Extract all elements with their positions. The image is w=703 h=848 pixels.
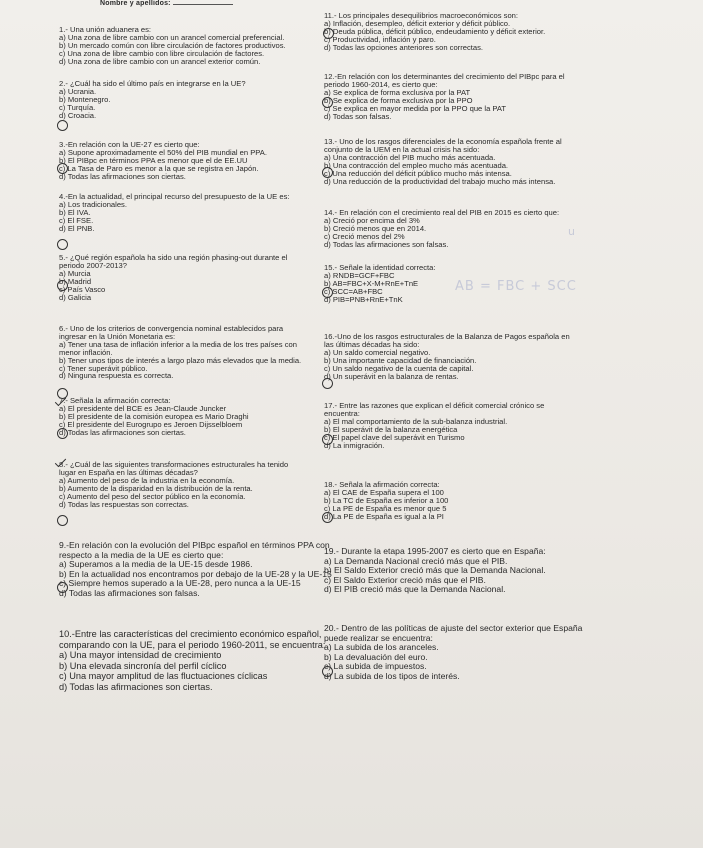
question-line: c) Se explica en mayor medida por la PPO que la PAT	[324, 103, 507, 113]
question-line: c) Tener superávit público.	[59, 363, 148, 373]
question-line: c) Aumento del peso del sector público en la economía.	[59, 491, 246, 501]
answer-circle-q8	[57, 515, 68, 526]
question-line: conjunto de la UEM en la actual crisis ha sido:	[324, 144, 480, 154]
answer-circle-q16	[322, 378, 333, 389]
left-question-4	[59, 193, 329, 233]
right-question-8	[324, 481, 624, 521]
question-text: 17.- Entre las razones que explican el déficit comercial crónico se	[324, 401, 545, 410]
question-line: a) Una zona de libre cambio con un arancel comercial preferencial.	[59, 32, 285, 42]
question-line: d) Todas las afirmaciones son ciertas.	[59, 681, 213, 692]
question-line: c) SCC=AB+FBC	[324, 286, 383, 296]
question-line: b) Montenegro.	[59, 94, 111, 104]
question-line: d) Todas las afirmaciones son falsas.	[59, 587, 200, 598]
question-line: ingresar en la Unión Monetaria es:	[59, 331, 176, 341]
right-question-4	[324, 209, 624, 249]
answer-circle-q15	[322, 287, 333, 298]
question-line: d) La inmigración.	[324, 440, 385, 450]
question-line: menor inflación.	[59, 347, 113, 357]
question-line: b) Una elevada sincronía del perfil cíclico	[59, 660, 227, 671]
question-line: b) La devaluación del euro.	[324, 651, 428, 662]
question-text: 2.- ¿Cuál ha sido el último país en integrarse en la UE?	[59, 79, 246, 88]
question-line: a) Supone aproximadamente el 50% del PIB mundial en PPA.	[59, 147, 267, 157]
handwritten-note-q14: u	[568, 225, 576, 238]
question-line: b) Deuda pública, déficit público, endeudamiento y déficit exterior.	[324, 26, 546, 36]
question-text: 12.-En relación con los determinantes del crecimiento del PIBpc para el	[324, 72, 565, 81]
question-line: c) País Vasco	[59, 284, 106, 294]
question-line: d) Una reducción de la productividad del trabajo mucho más intensa.	[324, 176, 556, 186]
question-line: a) Creció por encima del 3%	[324, 215, 420, 225]
left-question-7	[59, 397, 329, 437]
question-line: b) Una contracción del empleo mucho más acentuada.	[324, 160, 509, 170]
question-line: d) Todas son falsas.	[324, 111, 392, 121]
left-question-5	[59, 254, 329, 301]
question-line: c) Turquía.	[59, 102, 96, 112]
question-line: b) Tener unos tipos de interés a largo plazo más elevados que la media.	[59, 355, 302, 365]
answer-circle-q20	[322, 666, 333, 677]
answer-circle-q18	[322, 512, 333, 523]
question-line: a) Superamos a la media de la UE-15 desde 1986.	[59, 559, 253, 570]
question-line: c) La Tasa de Paro es menor a la que se registra en Japón.	[59, 163, 259, 173]
question-text: 18.- Señala la afirmación correcta:	[324, 480, 440, 489]
question-text: 4.-En la actualidad, el principal recurso del presupuesto de la UE es:	[59, 192, 290, 201]
question-line: b) Se explica de forma exclusiva por la PPO	[324, 95, 473, 105]
question-text: 3.-En relación con la UE-27 es cierto que:	[59, 140, 200, 149]
left-question-6	[59, 325, 329, 380]
question-line: d) Una zona de libre cambio con un arancel exterior común.	[59, 56, 261, 66]
right-question-1	[324, 12, 624, 52]
question-line: b) El Saldo Exterior creció más que la Demanda Nacional.	[324, 565, 546, 576]
question-text: 6.- Uno de los criterios de convergencia nominal establecidos para	[59, 324, 284, 333]
right-question-6	[324, 333, 624, 380]
question-text: 13.- Uno de los rasgos diferenciales de la economía española frente al	[324, 137, 562, 146]
question-line: a) Un saldo comercial negativo.	[324, 347, 431, 357]
answer-circle-q11	[323, 28, 334, 39]
question-line: a) Una contracción del PIB mucho más acentuada.	[324, 152, 496, 162]
question-line: a) Una mayor intensidad de crecimiento	[59, 650, 222, 661]
question-line: c) El FSE.	[59, 215, 94, 225]
question-line: d) El PNB.	[59, 223, 95, 233]
answer-circle-q17	[322, 434, 333, 445]
question-text: 16.-Uno de los rasgos estructurales de la Balanza de Pagos española en	[324, 332, 570, 341]
question-text: 9.-En relación con la evolución del PIBpc español en términos PPA con	[59, 540, 330, 550]
right-question-10	[324, 624, 624, 682]
right-question-2	[324, 73, 624, 120]
question-line: a) El CAE de España supera el 100	[324, 487, 444, 497]
question-line: d) La PE de España es igual a la PI	[324, 511, 444, 521]
question-line: a) Ucrania.	[59, 86, 97, 96]
left-question-8	[59, 461, 329, 508]
question-line: b) El presidente de la comisión europea es Mario Draghi	[59, 411, 249, 421]
question-line: c) Una reducción del déficit público mucho más intensa.	[324, 168, 512, 178]
answer-circle-q13	[322, 167, 333, 178]
question-line: respecto a la media de la UE es cierto que:	[59, 549, 224, 560]
question-line: b) AB=FBC+X-M+RnE+TnE	[324, 278, 419, 288]
question-line: d) Todas las respuestas son correctas.	[59, 499, 189, 509]
question-line: c) El presidente del Eurogrupo es Jeroen Dijsselbloem	[59, 419, 243, 429]
question-line: c) La PE de España es menor que 5	[324, 503, 447, 513]
name-label: Nombre y apellidos:	[100, 0, 171, 7]
question-line: b) El IVA.	[59, 207, 91, 217]
question-line: d) PIB=PNB+RnE+TnK	[324, 294, 403, 304]
answer-circle-q9	[57, 582, 68, 593]
question-line: a) Murcia	[59, 268, 91, 278]
question-line: d) Todas las afirmaciones son ciertas.	[59, 427, 186, 437]
right-question-3	[324, 138, 624, 185]
question-line: b) El PIBpc en términos PPA es menor que el de EE.UU	[59, 155, 248, 165]
question-line: a) El mal comportamiento de la sub-balanza industrial.	[324, 416, 508, 426]
question-line: d) Todas las opciones anteriores son correctas.	[324, 42, 483, 52]
question-line: periodo 1960-2014, es cierto que:	[324, 79, 438, 89]
question-line: lugar en España en las últimas décadas?	[59, 467, 198, 477]
question-line: c) El papel clave del superávit en Turismo	[324, 432, 465, 442]
question-line: b) Un mercado común con libre circulación de factores productivos.	[59, 40, 286, 50]
question-line: b) Creció menos que en 2014.	[324, 223, 427, 233]
question-text: 8.- ¿Cuál de las siguientes transformaciones estructurales ha tenido	[59, 460, 289, 469]
question-line: c) Productividad, inflación y paro.	[324, 34, 436, 44]
left-question-10	[59, 629, 329, 693]
right-question-7	[324, 402, 624, 449]
question-text: 14.- En relación con el crecimiento real del PIB en 2015 es cierto que:	[324, 208, 560, 217]
question-line: d) Croacia.	[59, 110, 97, 120]
question-line: a) Aumento del peso de la industria en la economía.	[59, 475, 235, 485]
right-question-9	[324, 547, 624, 595]
answer-circle-q5	[57, 280, 68, 291]
question-line: comparando con la UE, para el periodo 1960-2011, se encuentra:	[59, 639, 326, 650]
name-line	[173, 4, 233, 5]
question-line: d) La subida de los tipos de interés.	[324, 670, 460, 681]
question-line: d) Todas las afirmaciones son falsas.	[324, 239, 449, 249]
handwritten-note-q15: AB = FBC + SCC	[455, 279, 577, 294]
question-text: 7.- Señala la afirmación correcta:	[59, 396, 171, 405]
answer-circle-q2	[57, 120, 68, 131]
question-line: b) La TC de España es inferior a 100	[324, 495, 449, 505]
question-text: 1.- Una unión aduanera es:	[59, 25, 152, 34]
question-line: c) Siempre hemos superado a la UE-28, pero nunca a la UE-15	[59, 578, 301, 589]
question-text: 10.-Entre las características del crecimiento económico español,	[59, 629, 322, 639]
question-text: 20.- Dentro de las políticas de ajuste del sector exterior que España	[324, 623, 583, 633]
question-line: b) Una importante capacidad de financiación.	[324, 355, 477, 365]
question-text: 15.- Señale la identidad correcta:	[324, 263, 436, 272]
answer-circle-q4	[57, 239, 68, 250]
question-line: b) Madrid	[59, 276, 92, 286]
question-line: a) Los tradicionales.	[59, 199, 127, 209]
answer-circle-q12	[322, 97, 333, 108]
question-line: c) Un saldo negativo de la cuenta de capital.	[324, 363, 474, 373]
question-line: las últimas décadas ha sido:	[324, 339, 420, 349]
question-line: c) Una mayor amplitud de las fluctuaciones cíclicas	[59, 671, 268, 682]
question-line: d) Galicia	[59, 292, 92, 302]
question-line: periodo 2007-2013?	[59, 260, 127, 270]
question-line: d) El PIB creció más que la Demanda Nacional.	[324, 584, 506, 595]
question-line: b) El superávit de la balanza energética	[324, 424, 458, 434]
question-line: c) Una zona de libre cambio con libre circulación de factores.	[59, 48, 265, 58]
question-text: 11.- Los principales desequilibrios macroeconómicos son:	[324, 11, 519, 20]
question-line: b) Aumento de la disparidad en la distribución de la renta.	[59, 483, 253, 493]
left-question-1	[59, 26, 329, 66]
question-text: 19.- Durante la etapa 1995-2007 es cierto que en España:	[324, 546, 546, 556]
left-question-3	[59, 141, 329, 181]
left-question-2	[59, 80, 329, 120]
question-line: b) En la actualidad nos encontramos por debajo de la UE-28 y la UE-15	[59, 568, 332, 579]
question-line: c) Creció menos del 2%	[324, 231, 405, 241]
question-line: a) RNDB=GCF+FBC	[324, 270, 395, 280]
question-line: puede realizar se encuentra:	[324, 632, 433, 643]
question-line: a) Se explica de forma exclusiva por la PAT	[324, 87, 471, 97]
header	[100, 0, 233, 8]
question-line: a) El presidente del BCE es Jean-Claude Juncker	[59, 403, 227, 413]
question-line: c) El Saldo Exterior creció más que el PIB.	[324, 574, 486, 585]
question-line: d) Un superávit en la balanza de rentas.	[324, 371, 459, 381]
question-line: c) La subida de impuestos.	[324, 661, 427, 672]
question-text: 5.- ¿Qué región española ha sido una región phasing-out durante el	[59, 253, 288, 262]
question-line: a) Inflación, desempleo, déficit exterior y déficit público.	[324, 18, 511, 28]
question-line: d) Todas las afirmaciones son ciertas.	[59, 171, 186, 181]
answer-circle-q7	[57, 428, 68, 439]
question-line: a) Tener una tasa de inflación inferior a la media de los tres países con	[59, 339, 297, 349]
question-line: encuentra:	[324, 408, 360, 418]
left-question-9	[59, 540, 332, 599]
question-line: d) Ninguna respuesta es correcta.	[59, 371, 174, 381]
question-line: a) La Demanda Nacional creció más que el PIB.	[324, 555, 508, 566]
answer-circle-q3	[57, 163, 68, 174]
question-line: a) La subida de los aranceles.	[324, 642, 439, 653]
